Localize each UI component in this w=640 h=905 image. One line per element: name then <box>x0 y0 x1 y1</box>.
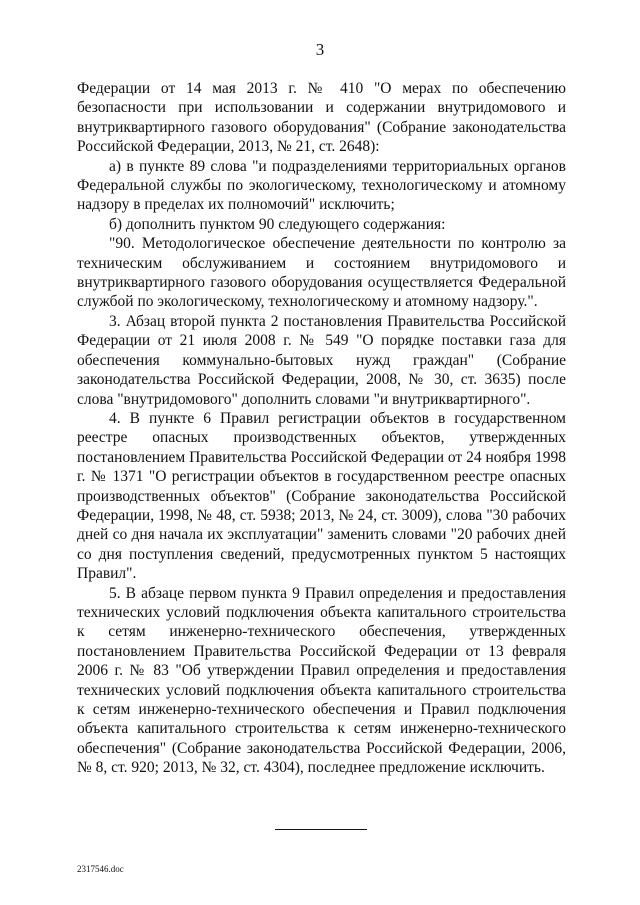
page-number: 3 <box>315 40 325 59</box>
paragraph-item-a: а) в пункте 89 слова "и подразделениями территориальных органов Федеральной службы по экологическому, технологическому и атомному надзору в пределах их полномочий" исключить; <box>77 157 566 214</box>
paragraph-section-4: 4. В пункте 6 Правил регистрации объектов в государственном реестре опасных производственных объектов, утвержденных постановлением Правительства Российской Федерации от 24 ноября 1998 г. № 1371 "О регистрации объектов в государственном реестре опасных производственных объектов" (Собрание законодательства Российской Федерации, 1998, № 48, ст. 5938; 2013, № 24, ст. 3009), слова "30 рабочих дней со дня начала их эксплуатации" заменить словами "20 рабочих дней со дня поступления сведений, предусмотренных пунктом 5 настоящих Правил". <box>77 409 566 583</box>
document-body <box>77 79 566 778</box>
paragraph-section-5: 5. В абзаце первом пункта 9 Правил определения и предоставления технических условий подключения объекта капитального строительства к сетям инженерно-технического обеспечения, утвержденных постановлением Правительства Российской Федерации от 13 февраля 2006 г. № 83 "Об утверждении Правил определения и предоставления технических условий подключения объекта капитального строительства к сетям инженерно-технического обеспечения и Правил подключения объекта капитального строительства к сетям инженерно-технического обеспечения" (Собрание законодательства Российской Федерации, 2006, № 8, ст. 920; 2013, № 32, ст. 4304), последнее предложение исключить. <box>77 584 566 777</box>
paragraph-item-b: б) дополнить пунктом 90 следующего содержания: <box>109 215 446 233</box>
document-code: 2317546.doc <box>77 864 124 874</box>
paragraph-section-3: 3. Абзац второй пункта 2 постановления Правительства Российской Федерации от 21 июля 2008 г. № 549 "О порядке поставки газа для обеспечения коммунально-бытовых нужд граждан" (Собрание законодательства Российской Федерации, 2008, № 30, ст. 3635) после слова "внутридомового" дополнить словами "и внутриквартирного". <box>77 312 566 408</box>
end-divider <box>275 829 367 830</box>
paragraph-point-90: "90. Методологическое обеспечение деятельности по контролю за техническим обслуживанием и состоянием внутридомового и внутриквартирного газового оборудования осуществляется Федеральной службой по экологическому, технологическому и атомному надзору.". <box>77 235 566 311</box>
paragraph-continuation: Федерации от 14 мая 2013 г. № 410 "О мерах по обеспечению безопасности при использовании и содержании внутридомового и внутриквартирного газового оборудования" (Собрание законодательства Российской Федерации, 2013, № 21, ст. 2648): <box>77 80 566 156</box>
